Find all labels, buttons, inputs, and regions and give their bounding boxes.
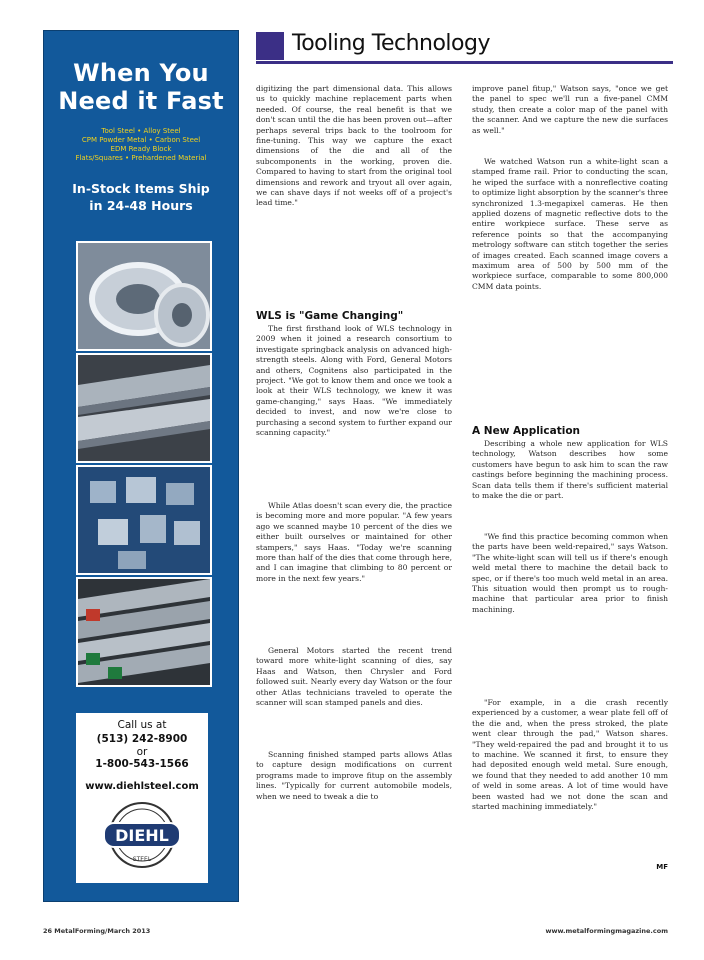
article-paragraph: "We find this practice becoming common when the parts have been weld-repaired," says Watson. "The white-light scan will tell us if there's enough weld metal there to machine the detail back to spec, or if there's too much weld metal in an area. This situation would then prompt us to rough-machine that particular area prior to finish machining. bbox=[472, 532, 668, 614]
steel-flats-photo bbox=[76, 353, 212, 463]
ad-material-line: Tool Steel • Alloy Steel bbox=[101, 127, 181, 135]
article-paragraph: improve panel fitup," Watson says, "once we get the panel to spec we'll run a five-panel CMM study, then create a color map of the panel with the scanner. And we capture the new die surfaces as well." bbox=[472, 84, 668, 135]
article-paragraph: Describing a whole new application for WLS technology, Watson describes how some customers have begun to ask him to scan the raw castings before beginning the machining process. Scan data tells them if there's sufficient material to make the die or part. bbox=[472, 439, 668, 501]
article-paragraph: General Motors started the recent trend toward more white-light scanning of dies, say Haas and Watson, then Chrysler and Ford followed suit. Nearly every day Watson or the four other Atlas technicians traveled to operate the scanner will scan stamped panels and dies. bbox=[256, 646, 452, 708]
ad-website-link[interactable]: www.diehlsteel.com bbox=[85, 781, 199, 792]
header-rule bbox=[256, 61, 673, 64]
ad-material-line: EDM Ready Block bbox=[110, 145, 172, 153]
steel-coil-photo bbox=[76, 241, 212, 351]
svg-text:STEEL: STEEL bbox=[132, 856, 152, 863]
article-paragraph: Scanning finished stamped parts allows Atlas to capture design modifications on current programs made to improve fitup on the assembly lines. "Typically for current automobile models, when we need to tweak a die to bbox=[256, 750, 452, 801]
call-us-label: Call us at bbox=[117, 719, 167, 731]
ad-material-line: CPM Powder Metal • Carbon Steel bbox=[81, 136, 201, 144]
article-paragraph: The first firsthand look of WLS technology in 2009 when it joined a research consortium to investigate springback analysis on advanced high-strength steels. Along with Ford, General Motors and others, Cognitens also participated in the project. "We got to know them and once we took a look at their WLS technology, we knew it was game-changing," says Haas. "We immediately decided to invest, and now we're close to purchasing a second system to further expand our scanning capacity." bbox=[256, 324, 452, 438]
ad-material-line: Flats/Squares • Prehardened Material bbox=[75, 154, 207, 162]
article-column-2 bbox=[472, 84, 668, 873]
steel-rounds-photo bbox=[76, 577, 212, 687]
section-title: Tooling Technology bbox=[292, 31, 490, 56]
diehl-steel-advertisement[interactable] bbox=[43, 30, 239, 902]
phone-local[interactable]: (513) 242-8900 bbox=[96, 733, 188, 745]
ad-headline-line2: Need it Fast bbox=[58, 87, 224, 115]
phone-tollfree[interactable]: 1-800-543-1566 bbox=[95, 758, 189, 770]
or-label: or bbox=[136, 746, 148, 758]
section-color-block bbox=[256, 32, 284, 60]
ad-shipping-line1: In-Stock Items Ship bbox=[72, 181, 210, 196]
article-end-mark: MF bbox=[656, 863, 668, 871]
diehl-steel-logo bbox=[102, 801, 182, 875]
ad-contact-panel bbox=[76, 713, 208, 883]
article-column-1 bbox=[256, 84, 452, 822]
ad-headline-line1: When You bbox=[73, 59, 209, 87]
footer-website[interactable]: www.metalformingmagazine.com bbox=[545, 927, 668, 935]
subhead-wls-game-changing: WLS is "Game Changing" bbox=[256, 310, 404, 322]
steel-blocks-photo bbox=[76, 465, 212, 575]
article-paragraph: digitizing the part dimensional data. This allows us to quickly machine replacement parts when needed. Of course, the real benefit is that we don't scan until the die has been proven out—after perhaps several trips back to the toolroom for fine-tuning. This way we capture the exact dimensions of the die and all of the subcomponents in the working, proven die. Compared to having to start from the original tool dimensions and rework and tryout all over again, we can shave days if not weeks off of a project's lead time." bbox=[256, 84, 452, 208]
ad-shipping-line2: in 24-48 Hours bbox=[89, 198, 193, 213]
article-paragraph: We watched Watson run a white-light scan a stamped frame rail. Prior to conducting the scan, he wiped the surface with a nonreflective coating to optimize light absorption by the scanner's three synchronized 1.3-megapixel cameras. He then applied dozens of magnetic reflective dots to the entire workpiece surface. These serve as reference points so that the accompanying metrology software can stitch together the series of images created. Each scanned image covers a maximum area of 500 by 500 mm of the workpiece surface, comparable to some 800,000 CMM data points. bbox=[472, 157, 668, 291]
article-paragraph: "For example, in a die crash recently experienced by a customer, a wear plate fell off of the die and, when the press stroked, the plate went clear through the pad," Watson shares. "They weld-repaired the pad and brought it to us to machine. We scanned it first, to ensure they had deposited enough weld metal. Sure enough, we found that they needed to add another 10 mm of weld in some areas. A lot of time would have been wasted had we not done the scan and started machining immediately." bbox=[472, 698, 668, 812]
footer-page-info: 26 MetalForming/March 2013 bbox=[43, 927, 151, 935]
svg-text:DIEHL: DIEHL bbox=[115, 826, 169, 845]
article-paragraph: While Atlas doesn't scan every die, the practice is becoming more and more popular. "A few years ago we scanned maybe 10 percent of the dies we either built ourselves or maintained for other stampers," says Haas. "Today we're scanning more than half of the dies that come through here, and I can imagine that climbing to 80 percent or more in the next few years." bbox=[256, 501, 452, 583]
subhead-new-application: A New Application bbox=[472, 425, 581, 437]
